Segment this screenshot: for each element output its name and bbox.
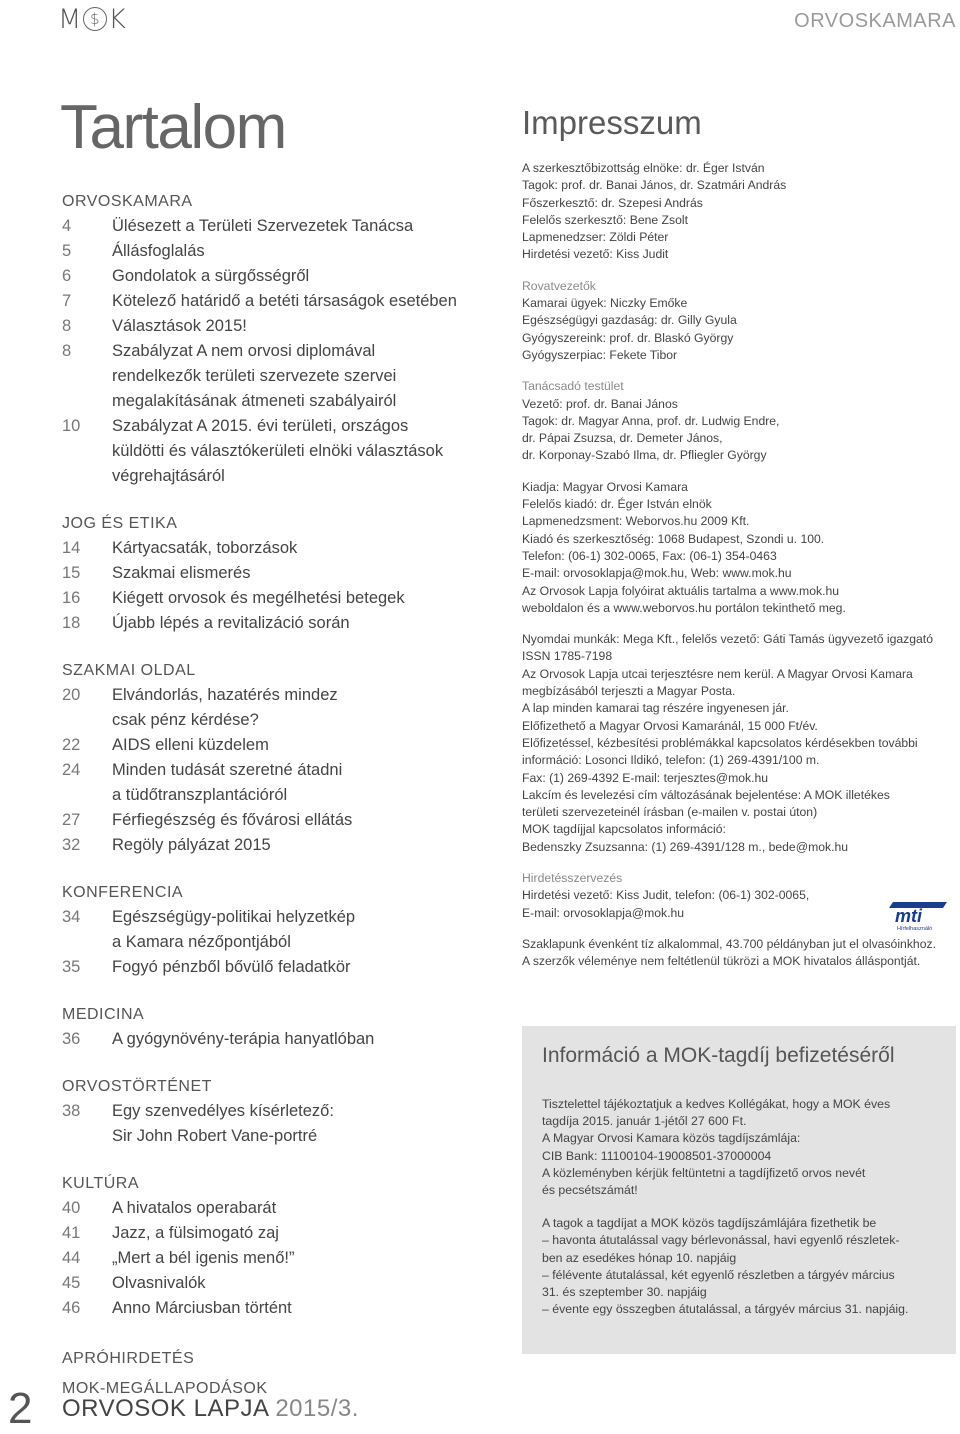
- toc-category: KONFERENCIA: [62, 884, 184, 901]
- impresszum-line: E-mail: orvosoklapja@mok.hu, Web: www.mok.hu: [522, 566, 792, 581]
- impresszum-line: Lakcím és levelezési cím változásának bejelentése: A MOK illetékes: [522, 787, 890, 802]
- toc-entry-title: Kötelező határidő a betéti társaságok esetében: [112, 292, 457, 310]
- mok-logo: [58, 4, 127, 34]
- toc-entry-title: Olvasnivalók: [112, 1274, 206, 1292]
- toc-entry[interactable]: [62, 905, 502, 955]
- info-line: CIB Bank: 11100104-19008501-37000004: [542, 1148, 772, 1163]
- toc-page-number: 10: [62, 417, 81, 435]
- toc-entry-title: A gyógynövény-terápia hanyatlóban: [112, 1030, 375, 1048]
- toc-page-number: 44: [62, 1249, 81, 1267]
- impresszum-line: Bedenszky Zsuzsanna: (1) 269-4391/128 m., bede@mok.hu: [522, 839, 849, 854]
- table-of-contents: [62, 190, 502, 1404]
- toc-page-number: 41: [62, 1224, 81, 1242]
- toc-entry-title: Szabályzat A 2015. évi területi, országos küldötti és választókerületi elnöki választások végrehajtásáról: [112, 417, 444, 485]
- info-line: A Magyar Orvosi Kamara közös tagdíjszámlája:: [542, 1131, 801, 1146]
- impresszum-line: Kamarai ügyek: Niczky Emőke: [522, 296, 688, 311]
- toc-entry[interactable]: [62, 833, 502, 858]
- toc-page-number: 27: [62, 811, 81, 829]
- payment-option: – havonta átutalással vagy bérlevonással, havi egyenlő részletek- ben az esedékes hónap 10. napjáig: [542, 1233, 900, 1265]
- impresszum-title: Impresszum: [522, 104, 702, 141]
- toc-entry[interactable]: [62, 239, 502, 264]
- toc-category: MOK-MEGÁLLAPODÁSOK: [62, 1380, 268, 1397]
- toc-section: [62, 190, 502, 489]
- printing-info: [522, 631, 957, 856]
- toc-page-number: 6: [62, 267, 72, 285]
- toc-category: SZAKMAI OLDAL: [62, 662, 196, 679]
- impresszum-line: A szerzők véleménye nem feltétlenül tükrözi a MOK hivatalos álláspontját.: [522, 954, 921, 969]
- impresszum-line: Egészségügyi gazdaság: dr. Gilly Gyula: [522, 313, 737, 328]
- mti-logo-text: mti: [895, 906, 922, 926]
- impresszum-line: Kiadja: Magyar Orvosi Kamara: [522, 479, 688, 494]
- info-box-title: Információ a MOK-tagdíj befizetéséről: [542, 1044, 895, 1067]
- toc-section: [62, 881, 502, 980]
- info-line: Tisztelettel tájékoztatjuk a kedves Kollégákat, hogy a MOK éves: [542, 1097, 891, 1111]
- impresszum-line: Tagok: dr. Magyar Anna, prof. dr. Ludwig Endre,: [522, 413, 780, 428]
- toc-entry-title: Ülésezett a Területi Szervezetek Tanácsa: [112, 217, 414, 235]
- impresszum-line: Fax: (1) 269-4392 E-mail: terjesztes@mok.hu: [522, 770, 769, 785]
- logo-symbol: $: [90, 10, 101, 28]
- toc-section: [62, 1172, 502, 1321]
- impresszum-line: Gyógyszerpiac: Fekete Tibor: [522, 347, 678, 362]
- mti-logo: [885, 898, 955, 932]
- toc-category: APRÓHIRDETÉS: [62, 1350, 195, 1367]
- magazine-name: [62, 1395, 359, 1423]
- impresszum-line: A szerkesztőbizottság elnöke: dr. Éger István: [522, 161, 765, 175]
- impresszum-line: Vezető: prof. dr. Banai János: [522, 396, 678, 411]
- toc-page-number: 8: [62, 317, 72, 335]
- toc-entry[interactable]: [62, 683, 502, 733]
- toc-page-number: 32: [62, 836, 81, 854]
- impresszum-line: A lap minden kamarai tag részére ingyenesen jár.: [522, 701, 789, 716]
- toc-entry-title: Anno Márciusban történt: [112, 1299, 292, 1317]
- impresszum-line: területi szervezeteinél írásban (e-mailen v. postai úton): [522, 805, 818, 820]
- toc-entry-title: Kiégett orvosok és megélhetési betegek: [112, 589, 405, 607]
- toc-page-number: 38: [62, 1102, 81, 1120]
- toc-page-number: 4: [62, 217, 72, 235]
- impresszum-line: Kiadó és szerkesztőség: 1068 Budapest, Szondi u. 100.: [522, 531, 825, 546]
- toc-page-number: 22: [62, 736, 81, 754]
- impresszum-line: Szaklapunk évenként tíz alkalommal, 43.700 példányban jut el olvasóinkhoz.: [522, 936, 936, 951]
- column-editors: [522, 278, 957, 364]
- impresszum-line: Felelős kiadó: dr. Éger István elnök: [522, 497, 712, 512]
- payment-option: – évente egy összegben átutalással, a tárgyév március 31. napjáig.: [542, 1302, 909, 1317]
- toc-entry[interactable]: [62, 808, 502, 833]
- toc-page-number: 34: [62, 908, 81, 926]
- advertising-title: Hirdetésszervezés: [522, 870, 623, 885]
- toc-category: JOG ÉS ETIKA: [62, 515, 178, 532]
- toc-entry[interactable]: [62, 1271, 502, 1296]
- impresszum-line: Az Orvosok Lapja folyóirat aktuális tartalma a www.mok.hu: [522, 583, 840, 598]
- toc-entry-title: Szabályzat A nem orvosi diplomával rendelkezők területi szervezete szervei megalakításának átmeneti szabályairól: [112, 342, 397, 410]
- issue-number: 2015/3.: [275, 1395, 359, 1422]
- toc-page-number: 20: [62, 686, 81, 704]
- toc-section: [62, 659, 502, 858]
- toc-entry[interactable]: [62, 289, 502, 314]
- toc-entry-title: „Mert a bél igenis menő!”: [112, 1249, 295, 1267]
- toc-page-number: 7: [62, 292, 72, 310]
- logo-letter-m: M: [58, 3, 83, 35]
- logo-letter-k: K: [108, 3, 128, 35]
- magazine-title: ORVOSOK LAPJA: [62, 1395, 269, 1422]
- toc-entry-title: Gondolatok a sürgősségről: [112, 267, 310, 285]
- caduceus-icon: [83, 7, 107, 31]
- membership-fee-box: [522, 1026, 956, 1354]
- toc-entry[interactable]: [62, 536, 502, 561]
- info-payment-intro: A tagok a tagdíjat a MOK közös tagdíjszámlájára fizethetik be: [542, 1216, 877, 1231]
- toc-entry[interactable]: [62, 1196, 502, 1221]
- toc-entry-title: Minden tudását szeretné átadni a tüdőtranszplantációról: [112, 761, 343, 804]
- toc-page-number: 5: [62, 242, 72, 260]
- toc-entry-title: Jazz, a fülsimogató zaj: [112, 1224, 279, 1242]
- toc-category: KULTÚRA: [62, 1175, 139, 1192]
- toc-entry[interactable]: [62, 611, 502, 636]
- toc-page-number: 46: [62, 1299, 81, 1317]
- toc-entry[interactable]: [62, 561, 502, 586]
- impresszum-line: megbízásából terjeszti a Magyar Posta.: [522, 684, 736, 699]
- impresszum-line: Főszerkesztő: dr. Szepesi András: [522, 195, 703, 210]
- impresszum-line: Előfizethető a Magyar Orvosi Kamaránál, 15 000 Ft/év.: [522, 718, 818, 733]
- impresszum-line: Az Orvosok Lapja utcai terjesztésre nem kerül. A Magyar Orvosi Kamara: [522, 666, 913, 681]
- toc-entry[interactable]: [62, 586, 502, 611]
- impresszum-line: Hirdetési vezető: Kiss Judit, telefon: (06-1) 302-0065,: [522, 888, 810, 903]
- impresszum-line: Hirdetési vezető: Kiss Judit: [522, 247, 669, 262]
- impresszum-line: Lapmenedzsment: Weborvos.hu 2009 Kft.: [522, 514, 750, 529]
- advisory-board: [522, 378, 957, 464]
- impresszum-line: MOK tagdíjjal kapcsolatos információ:: [522, 822, 726, 837]
- toc-section: [62, 1003, 502, 1052]
- impresszum: [522, 160, 957, 984]
- toc-entry-title: Férfiegészség és fővárosi ellátás: [112, 811, 353, 829]
- toc-page-number: 14: [62, 539, 81, 557]
- toc-entry-title: Elvándorlás, hazatérés mindez csak pénz kérdése?: [112, 686, 338, 729]
- toc-page-number: 40: [62, 1199, 81, 1217]
- toc-entry-title: Regöly pályázat 2015: [112, 836, 271, 854]
- impresszum-line: dr. Pápai Zsuzsa, dr. Demeter János,: [522, 431, 723, 446]
- impresszum-line: E-mail: orvosoklapja@mok.hu: [522, 905, 685, 920]
- info-line: A közleményben kérjük feltüntetni a tagdíjfizető orvos nevét: [542, 1165, 866, 1180]
- toc-entry-title: Kártyacsaták, toborzások: [112, 539, 298, 557]
- toc-category: MEDICINA: [62, 1006, 145, 1023]
- toc-entry[interactable]: [62, 339, 502, 414]
- toc-category: ORVOSKAMARA: [62, 193, 193, 210]
- toc-page-number: 15: [62, 564, 81, 582]
- toc-title: Tartalom: [60, 93, 286, 162]
- impresszum-line: dr. Korponay-Szabó Ilma, dr. Pfliegler György: [522, 448, 767, 463]
- impresszum-line: Felelős szerkesztő: Bene Zsolt: [522, 212, 688, 227]
- column-editors-title: Rovatvezetők: [522, 278, 596, 293]
- mti-logo-sub: Hírfelhasználó: [897, 926, 933, 932]
- toc-entry-title: A hivatalos operabarát: [112, 1199, 277, 1217]
- toc-entry-title: Fogyó pénzből bővülő feladatkör: [112, 958, 351, 976]
- toc-category: ORVOSTÖRTÉNET: [62, 1078, 212, 1095]
- editorial-board: [522, 160, 957, 264]
- toc-page-number: 45: [62, 1274, 81, 1292]
- section-header: ORVOSKAMARA: [794, 10, 956, 32]
- impresszum-line: weboldalon és a www.weborvos.hu portálon tekinthető meg.: [522, 600, 846, 615]
- payment-option: – félévente átutalással, két egyenlő részletben a tárgyév március 31. és szeptember 30. napjáig: [542, 1267, 895, 1300]
- impresszum-line: ISSN 1785-7198: [522, 649, 613, 664]
- payment-options-list: [542, 1232, 942, 1318]
- toc-entry-title: Újabb lépés a revitalizáció során: [112, 614, 350, 632]
- toc-entry[interactable]: [62, 955, 502, 980]
- impresszum-line: Nyomdai munkák: Mega Kft., felelős vezető: Gáti Tamás ügyvezető igazgató: [522, 632, 933, 647]
- toc-entry[interactable]: [62, 1296, 502, 1321]
- toc-section: [62, 512, 502, 636]
- info-line: tagdíja 2015. január 1-jétől 27 600 Ft.: [542, 1114, 747, 1129]
- toc-entry[interactable]: [62, 214, 502, 239]
- impresszum-line: Telefon: (06-1) 302-0065, Fax: (06-1) 354-0463: [522, 548, 777, 563]
- impresszum-line: Lapmenedzser: Zöldi Péter: [522, 230, 669, 245]
- toc-entry[interactable]: [62, 264, 502, 289]
- impresszum-line: Gyógyszereink: prof. dr. Blaskó György: [522, 330, 734, 345]
- info-box-body: [542, 1096, 942, 1318]
- toc-entry[interactable]: [62, 1221, 502, 1246]
- toc-entry[interactable]: [62, 758, 502, 808]
- toc-page-number: 35: [62, 958, 81, 976]
- toc-page-number: 16: [62, 589, 81, 607]
- toc-entry-title: Egészségügy-politikai helyzetkép a Kamara nézőpontjából: [112, 908, 356, 951]
- toc-section: [62, 1075, 502, 1149]
- toc-page-number: 8: [62, 342, 72, 360]
- toc-entry-title: Egy szenvedélyes kísérletező: Sir John Robert Vane-portré: [112, 1102, 334, 1145]
- circulation-note: [522, 936, 957, 971]
- advisory-board-title: Tanácsadó testület: [522, 379, 624, 394]
- toc-page-number: 18: [62, 614, 81, 632]
- page-number: 2: [8, 1384, 33, 1433]
- toc-entry-title: Szakmai elismerés: [112, 564, 251, 582]
- toc-page-number: 36: [62, 1030, 81, 1048]
- toc-page-number: 24: [62, 761, 81, 779]
- toc-entry[interactable]: [62, 1027, 502, 1052]
- impresszum-line: információ: Losonci Ildikó, telefon: (1) 269-4391/100 m.: [522, 753, 820, 768]
- toc-entry[interactable]: [62, 414, 502, 489]
- toc-entry[interactable]: [62, 1246, 502, 1271]
- impresszum-line: Tagok: prof. dr. Banai János, dr. Szatmári András: [522, 178, 787, 193]
- toc-entry[interactable]: [62, 314, 502, 339]
- publisher-info: [522, 479, 957, 617]
- toc-entry[interactable]: [62, 733, 502, 758]
- toc-entry-title: Választások 2015!: [112, 317, 247, 335]
- toc-entry-title: Állásfoglalás: [112, 242, 205, 260]
- toc-entry-title: AIDS elleni küzdelem: [112, 736, 269, 754]
- info-line: és pecsétszámát!: [542, 1183, 638, 1198]
- toc-entry[interactable]: [62, 1099, 502, 1149]
- impresszum-line: Előfizetéssel, kézbesítési problémákkal kapcsolatos kérdésekben további: [522, 735, 918, 750]
